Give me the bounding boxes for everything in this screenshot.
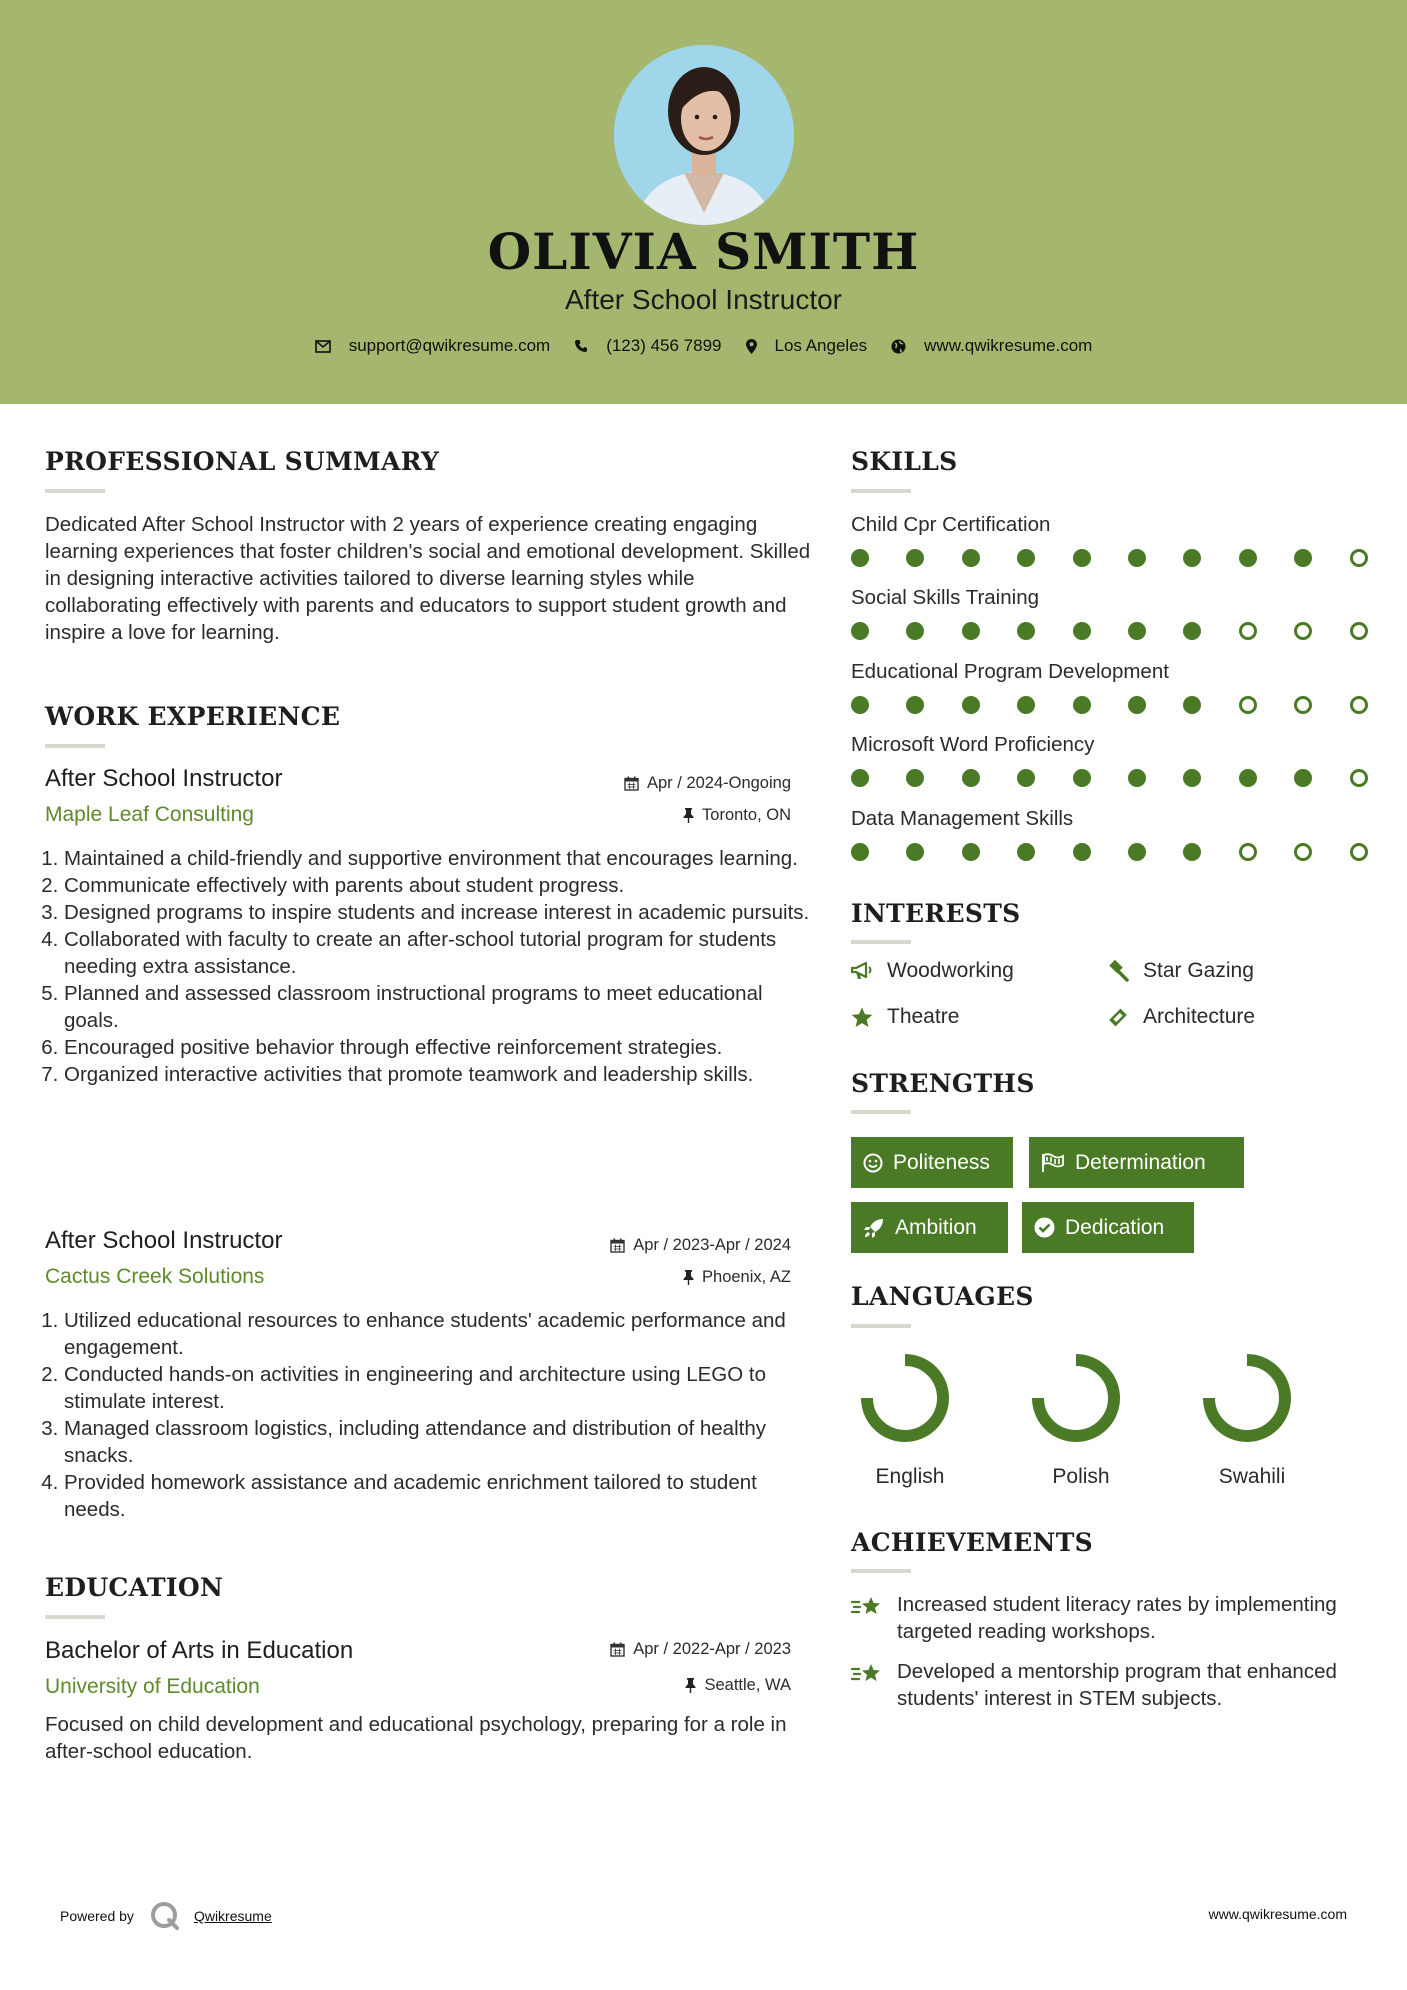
list-item: 2. Communicate effectively with parents about student progress. [64,872,810,899]
skill-rating [851,549,1364,569]
skill-dot-filled [1128,622,1146,640]
contact-website[interactable] [891,336,1092,356]
interest-label: Architecture [1143,1005,1256,1028]
list-item: 5. Planned and assessed classroom instructional programs to meet educational goals. [64,980,810,1034]
list-item: 7. Organized interactive activities that promote teamwork and leadership skills. [64,1061,810,1088]
skills-heading: SKILLS [851,447,958,476]
education-location-text: Seattle, WA [704,1676,791,1694]
skill-dot-filled [1073,549,1091,567]
skill-dot-filled [962,843,980,861]
job-dates [624,774,791,793]
strength-label: Dedication [1065,1215,1165,1239]
experience-heading-rule [45,744,105,748]
school-name: University of Education [45,1675,260,1698]
job-dates-text: Apr / 2024-Ongoing [646,774,791,792]
strength-label: Ambition [895,1215,977,1239]
envelope-icon [315,340,331,353]
skill-rating [851,843,1364,863]
website-text: www.qwikresume.com [924,336,1093,355]
candidate-name: OLIVIA SMITH [487,222,920,281]
skill-dot-empty [1294,696,1312,714]
skill-dot-filled [1073,696,1091,714]
footer-url[interactable]: www.qwikresume.com [1208,1906,1347,1922]
achievement-text: Increased student literacy rates by implementing targeted reading workshops. [897,1593,1337,1643]
gavel-icon [1107,960,1129,982]
skill-dot-empty [1239,622,1257,640]
globe-icon [891,339,906,354]
skill-dot-filled [851,622,869,640]
skill-dot-filled [1128,769,1146,787]
language-ring [1197,1348,1297,1448]
skill-dot-filled [1239,769,1257,787]
skill-name: Data Management Skills [851,807,1074,830]
interest-item [851,1005,959,1029]
skill-dot-filled [1294,549,1312,567]
achievements-heading: ACHIEVEMENTS [851,1528,1093,1557]
education-dates-text: Apr / 2022-Apr / 2023 [633,1640,791,1658]
bullhorn-icon [851,961,873,981]
skill-dot-filled [851,549,869,567]
interest-item [851,959,1014,983]
skill-dot-filled [1017,843,1035,861]
interest-label: Star Gazing [1143,959,1254,982]
interests-heading-rule [851,940,911,944]
job-location-text: Toronto, ON [702,806,791,824]
skill-dot-filled [906,622,924,640]
list-item: 3. Managed classroom logistics, including attendance and distribution of healthy snacks. [64,1415,810,1469]
calendar-icon [610,1238,625,1253]
interests-heading: INTERESTS [851,899,1021,928]
skill-dot-filled [1183,622,1201,640]
qwikresume-logo-icon [148,1899,182,1933]
skill-dot-filled [1239,549,1257,567]
skill-name: Microsoft Word Proficiency [851,733,1095,756]
skill-dot-filled [1017,622,1035,640]
candidate-title: After School Instructor [564,284,842,315]
phone-text: (123) 456 7899 [606,336,722,355]
check-circle-icon [1034,1217,1055,1238]
skill-dot-filled [1073,622,1091,640]
skill-dot-empty [1239,696,1257,714]
education-location [685,1676,791,1695]
thumbtack-icon [685,1678,696,1693]
job-title: After School Instructor [45,1227,283,1254]
strength-label: Determination [1075,1150,1206,1174]
language-ring-arc [1209,1360,1285,1436]
thumbtack-icon [683,1270,694,1285]
map-marker-icon [746,339,757,354]
list-item: 3. Designed programs to inspire students and increase interest in academic pursuits. [64,899,810,926]
contact-location [746,336,868,356]
resume-header [0,0,1407,404]
skill-rating [851,696,1364,716]
skill-dot-filled [1128,549,1146,567]
strengths-heading: STRENGTHS [851,1069,1035,1098]
ticket-icon [1107,1006,1129,1028]
thumbtack-icon [683,808,694,823]
skill-name: Social Skills Training [851,586,1039,609]
strength-badge [851,1202,1008,1253]
strength-badge [851,1137,1013,1188]
skill-dot-filled [1017,549,1035,567]
degree-title: Bachelor of Arts in Education [45,1637,354,1664]
job-responsibilities [40,845,810,1088]
skill-dot-empty [1350,769,1368,787]
achievement-text: Developed a mentorship program that enhanced students' interest in STEM subjects. [897,1660,1337,1710]
skill-dot-filled [851,843,869,861]
list-item: 1. Utilized educational resources to enhance students' academic performance and engagement. [64,1307,810,1361]
list-item: 6. Encouraged positive behavior through effective reinforcement strategies. [64,1034,810,1061]
summary-heading-rule [45,489,105,493]
skill-dot-filled [1183,843,1201,861]
languages-heading: LANGUAGES [851,1282,1034,1311]
interest-label: Woodworking [887,959,1014,982]
interest-item [1107,1005,1255,1029]
skill-dot-filled [1294,769,1312,787]
rocket-icon [863,1217,885,1239]
calendar-icon [610,1642,625,1657]
skill-dot-filled [906,843,924,861]
job-responsibilities [40,1307,810,1523]
star-trophy-icon [851,1660,885,1688]
calendar-icon [624,776,639,791]
profile-photo [614,45,794,225]
strength-badge [1029,1137,1244,1188]
profile-photo-illustration [614,45,794,225]
language-gauge [845,1348,965,1453]
skill-dot-filled [962,769,980,787]
skill-dot-filled [1017,696,1035,714]
language-ring-arc [1038,1360,1114,1436]
achievement-item [851,1658,1371,1712]
skill-dot-filled [906,549,924,567]
list-item: 2. Conducted hands-on activities in engineering and architecture using LEGO to stimulate interest. [64,1361,810,1415]
skill-dot-filled [1183,769,1201,787]
language-ring-arc [867,1360,943,1436]
phone-icon [574,339,588,353]
skill-dot-filled [962,696,980,714]
job-location-text: Phoenix, AZ [702,1268,791,1286]
skill-dot-filled [962,622,980,640]
skill-dot-filled [906,696,924,714]
skill-dot-filled [906,769,924,787]
language-name: Polish [1052,1465,1110,1488]
skill-name: Educational Program Development [851,660,1169,683]
skill-dot-empty [1350,696,1368,714]
job-title: After School Instructor [45,765,283,792]
flag-icon [1041,1153,1065,1173]
skills-heading-rule [851,489,911,493]
skill-rating [851,769,1364,789]
education-heading: EDUCATION [45,1573,224,1602]
powered-by-text: Powered by [60,1908,134,1924]
interest-item [1107,959,1254,983]
strength-badge [1022,1202,1194,1253]
list-item: 4. Provided homework assistance and academic enrichment tailored to student needs. [64,1469,810,1523]
skill-dot-empty [1350,549,1368,567]
contact-phone[interactable] [574,336,721,356]
skill-dot-filled [962,549,980,567]
list-item: 1. Maintained a child-friendly and supportive environment that encourages learning. [64,845,810,872]
skill-dot-empty [1294,622,1312,640]
footer-powered-by [60,1899,272,1933]
smile-icon [863,1153,883,1173]
education-description: Focused on child development and educational psychology, preparing for a role in after-school education. [45,1713,787,1763]
strength-label: Politeness [893,1150,990,1174]
achievement-item [851,1591,1371,1645]
email-text: support@qwikresume.com [348,336,551,355]
language-gauge [1016,1348,1136,1453]
summary-heading: PROFESSIONAL SUMMARY [45,447,440,476]
job-dates [610,1236,791,1255]
company-name: Cactus Creek Solutions [45,1265,265,1288]
skill-dot-filled [1017,769,1035,787]
skill-dot-filled [851,769,869,787]
skill-dot-filled [1128,843,1146,861]
skill-dot-filled [1183,696,1201,714]
education-heading-rule [45,1615,105,1619]
skill-name: Child Cpr Certification [851,513,1051,536]
language-gauge [1187,1348,1307,1453]
language-name: Swahili [1218,1465,1286,1488]
skill-dot-filled [1073,843,1091,861]
job-dates-text: Apr / 2023-Apr / 2024 [633,1236,791,1254]
location-text: Los Angeles [774,336,868,355]
interest-label: Theatre [887,1005,960,1028]
skill-rating [851,622,1364,642]
strengths-heading-rule [851,1110,911,1114]
languages-heading-rule [851,1324,911,1328]
skill-dot-empty [1294,843,1312,861]
language-ring [855,1348,955,1448]
skill-dot-empty [1239,843,1257,861]
language-name: English [875,1465,945,1488]
company-name: Maple Leaf Consulting [45,803,254,826]
skill-dot-filled [1128,696,1146,714]
star-trophy-icon [851,1593,885,1621]
skill-dot-empty [1350,622,1368,640]
skill-dot-filled [1183,549,1201,567]
list-item: 4. Collaborated with faculty to create an after-school tutorial program for students needing extra assistance. [64,926,810,980]
contact-email[interactable] [315,336,551,356]
experience-heading: WORK EXPERIENCE [45,702,341,731]
language-ring [1026,1348,1126,1448]
education-dates [610,1640,791,1659]
summary-text: Dedicated After School Instructor with 2 years of experience creating engaging learning experiences that foster children's social and emotional development. Skilled in designing interactive activities tailored to diverse learning styles while collaborating effectively with parents and educators to support student growth and inspire a love for learning. [45,513,811,644]
achievements-heading-rule [851,1569,911,1573]
skill-dot-filled [851,696,869,714]
job-location [683,1268,791,1287]
skill-dot-filled [1073,769,1091,787]
job-location [683,806,791,825]
star-icon [851,1007,873,1028]
skill-dot-empty [1350,843,1368,861]
contact-bar [0,336,1407,356]
qwikresume-link[interactable]: Qwikresume [193,1908,272,1924]
